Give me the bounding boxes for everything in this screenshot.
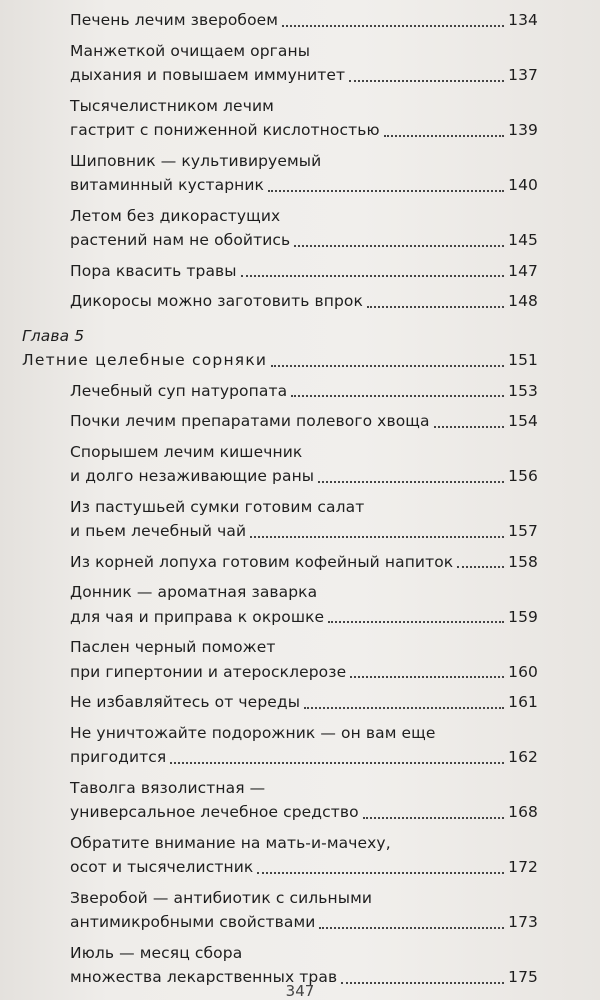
table-of-contents bbox=[22, 8, 538, 996]
toc-entry-title-line: множества лекарственных трав bbox=[70, 968, 338, 986]
toc-entry-title-line: Пора квасить травы bbox=[70, 261, 237, 280]
toc-entry-title-line: Паслен черный поможет bbox=[70, 638, 276, 656]
toc-entry-title-line: Не уничтожайте подорожник — он вам еще bbox=[70, 723, 436, 742]
toc-entry-title-line: Из корней лопуха готовим кофейный напиток bbox=[70, 552, 454, 571]
leader-dots bbox=[367, 305, 504, 308]
toc-entry bbox=[22, 550, 538, 575]
toc-entry-page-number: 168 bbox=[508, 803, 538, 821]
leader-dots bbox=[282, 24, 504, 27]
toc-entry-page-number: 175 bbox=[508, 968, 538, 986]
leader-dots bbox=[434, 425, 504, 428]
toc-entry-title-line: Июль — месяц сбора bbox=[70, 943, 243, 962]
toc-entry-title-line: Не избавляйтесь от череды bbox=[70, 693, 301, 711]
leader-dots bbox=[268, 189, 504, 192]
toc-entry bbox=[22, 495, 538, 544]
chapter-title: Летние целебные сорняки bbox=[22, 351, 268, 369]
chapter-label: Глава 5 bbox=[22, 326, 85, 345]
leader-dots bbox=[457, 565, 504, 568]
toc-entry-title-line: Тысячелистником лечим bbox=[70, 96, 274, 115]
toc-entry-title-line: Манжеткой очищаем органы bbox=[70, 41, 311, 60]
toc-entry bbox=[22, 776, 538, 825]
leader-dots bbox=[328, 620, 504, 623]
toc-entry-page-number: 158 bbox=[508, 552, 538, 571]
toc-entry-title-line: Из пастушьей сумки готовим салат bbox=[70, 497, 365, 516]
toc-entry-title-line: растений нам не обойтись bbox=[70, 231, 291, 249]
toc-entry bbox=[22, 635, 538, 684]
leader-dots bbox=[304, 706, 504, 709]
toc-entry-page-number: 148 bbox=[508, 292, 538, 310]
toc-entry bbox=[22, 8, 538, 33]
leader-dots bbox=[350, 675, 504, 678]
toc-entry-title-line: Летом без дикорастущих bbox=[70, 206, 281, 225]
toc-entry-page-number: 156 bbox=[508, 467, 538, 485]
toc-entry-title-line: для чая и приправа к окрошке bbox=[70, 607, 325, 626]
toc-entry-title-line: и пьем лечебный чай bbox=[70, 522, 247, 540]
toc-entry-title-line: универсальное лечебное средство bbox=[70, 803, 359, 821]
toc-entry-page-number: 147 bbox=[508, 261, 538, 280]
toc-entry-title-line: Шиповник — культивируемый bbox=[70, 151, 322, 170]
toc-entry-title-line: Обратите внимание на мать-и-мачеху, bbox=[70, 833, 391, 852]
toc-entry-title-line: антимикробными свойствами bbox=[70, 913, 316, 931]
leader-dots bbox=[349, 79, 504, 82]
toc-entry-title-line: гастрит с пониженной кислотностью bbox=[70, 121, 380, 139]
toc-entry bbox=[22, 379, 538, 404]
toc-entry-page-number: 139 bbox=[508, 121, 538, 139]
leader-dots bbox=[250, 535, 504, 538]
toc-entry-title-line: Дикоросы можно заготовить впрок bbox=[70, 292, 363, 310]
leader-dots bbox=[241, 274, 504, 277]
leader-dots bbox=[319, 926, 504, 929]
toc-entry bbox=[22, 440, 538, 489]
toc-entry bbox=[22, 409, 538, 434]
toc-entry-page-number: 159 bbox=[508, 607, 538, 626]
toc-entry bbox=[22, 259, 538, 284]
toc-section-before bbox=[22, 8, 538, 314]
toc-entry bbox=[22, 886, 538, 935]
toc-entry-title-line: Донник — ароматная заварка bbox=[70, 583, 318, 601]
toc-entry-title-line: Зверобой — антибиотик с сильными bbox=[70, 888, 373, 907]
toc-entry-page-number: 140 bbox=[508, 176, 538, 194]
leader-dots bbox=[170, 761, 504, 764]
toc-entry-title-line: пригодится bbox=[70, 748, 167, 766]
toc-entry-page-number: 157 bbox=[508, 522, 538, 540]
toc-entry-title-line: при гипертонии и атеросклерозе bbox=[70, 662, 347, 681]
toc-entry bbox=[22, 721, 538, 770]
page-number-footer: 347 bbox=[285, 982, 315, 1000]
leader-dots bbox=[384, 134, 504, 137]
chapter-page-number: 151 bbox=[508, 351, 538, 369]
toc-entry-page-number: 172 bbox=[508, 858, 538, 876]
toc-entry bbox=[22, 580, 538, 629]
toc-entry-title-line: витаминный кустарник bbox=[70, 176, 265, 194]
toc-entry-title-line: осот и тысячелистник bbox=[70, 858, 254, 876]
toc-entry-title-line: Лечебный суп натуропата bbox=[70, 381, 288, 400]
leader-dots bbox=[271, 364, 504, 367]
toc-entry-title-line: дыхания и повышаем иммунитет bbox=[70, 66, 346, 84]
toc-entry-page-number: 154 bbox=[508, 412, 538, 430]
leader-dots bbox=[291, 394, 504, 397]
toc-section-after bbox=[22, 379, 538, 990]
toc-entry-page-number: 137 bbox=[508, 66, 538, 84]
toc-entry-title-line: Спорышем лечим кишечник bbox=[70, 442, 303, 461]
toc-entry-title-line: и долго незаживающие раны bbox=[70, 467, 315, 485]
toc-entry-page-number: 161 bbox=[508, 693, 538, 711]
toc-entry bbox=[22, 39, 538, 88]
toc-entry-page-number: 134 bbox=[508, 11, 538, 29]
toc-entry-title-line: Таволга вязолистная — bbox=[70, 778, 266, 797]
toc-entry-page-number: 173 bbox=[508, 913, 538, 931]
toc-entry bbox=[22, 289, 538, 314]
toc-entry-page-number: 162 bbox=[508, 748, 538, 766]
toc-entry-page-number: 145 bbox=[508, 231, 538, 249]
leader-dots bbox=[257, 871, 504, 874]
toc-entry bbox=[22, 149, 538, 198]
toc-entry-page-number: 153 bbox=[508, 381, 538, 400]
leader-dots bbox=[363, 816, 504, 819]
toc-entry-page-number: 160 bbox=[508, 662, 538, 681]
leader-dots bbox=[318, 480, 504, 483]
toc-entry bbox=[22, 831, 538, 880]
chapter-heading bbox=[22, 348, 538, 373]
toc-entry-title-line: Печень лечим зверобоем bbox=[70, 11, 279, 29]
toc-entry-title-line: Почки лечим препаратами полевого хвоща bbox=[70, 412, 430, 430]
toc-entry bbox=[22, 204, 538, 253]
toc-entry bbox=[22, 94, 538, 143]
toc-entry bbox=[22, 690, 538, 715]
leader-dots bbox=[294, 244, 504, 247]
